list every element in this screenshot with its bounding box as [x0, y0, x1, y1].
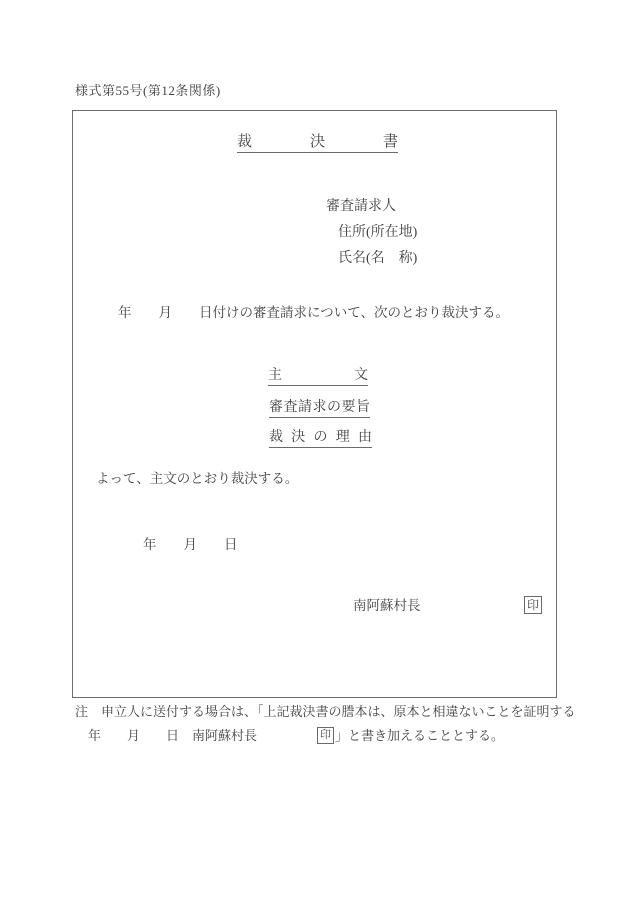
claimant-heading: 審査請求人	[326, 199, 396, 214]
note-line-2	[88, 727, 504, 744]
section-heading-request-summary: 審査請求の要旨	[269, 400, 370, 418]
note-line-1: 注 申立人に送付する場合は、「上記裁決書の謄本は、原本と相違ないことを証明する	[75, 704, 576, 719]
note-line2-suffix: 」と書き加えることとする。	[335, 727, 505, 743]
document-title: 裁決書	[237, 133, 398, 153]
section-heading-decision-reason: 裁決の理由	[269, 430, 372, 448]
note-blank-space	[257, 735, 317, 736]
claimant-address-label: 住所(所在地)	[338, 225, 418, 240]
claimant-name-label: 氏名(名 称)	[338, 251, 418, 266]
signature-date-line: 年 月 日	[143, 537, 238, 552]
form-number-label: 様式第55号(第12条関係)	[75, 83, 221, 98]
note-seal-mark: 印	[317, 727, 334, 744]
document-border-box	[72, 110, 557, 698]
intro-date-line: 年 月 日付けの審査請求について、次のとおり裁決する。	[118, 305, 509, 320]
official-seal-mark: 印	[524, 596, 542, 614]
signer-title: 南阿蘇村長	[353, 598, 421, 613]
note-line2-prefix: 年 月 日 南阿蘇村長	[88, 727, 258, 743]
closing-statement: よって、主文のとおり裁決する。	[96, 471, 299, 486]
section-heading-main-text: 主文	[268, 368, 368, 386]
